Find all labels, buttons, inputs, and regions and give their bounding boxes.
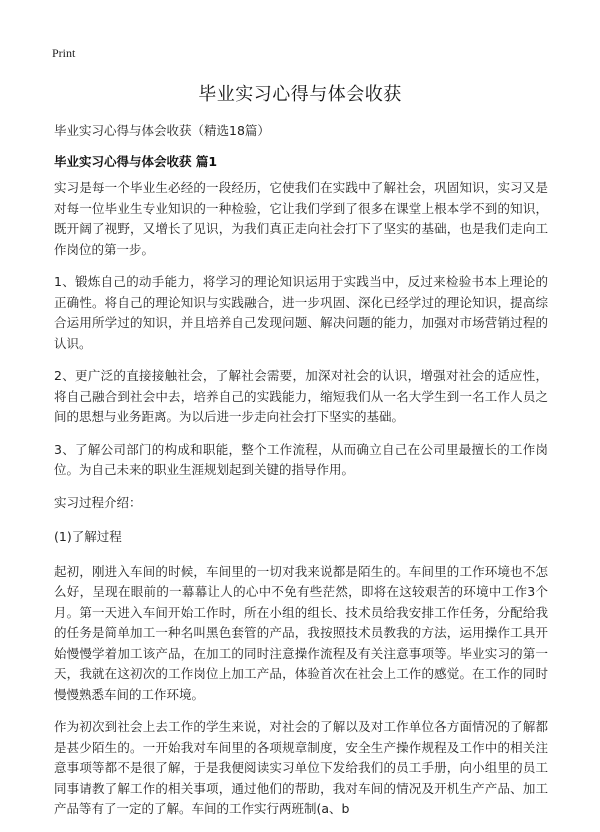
document-subtitle: 毕业实习心得与体会收获（精选18篇）	[54, 123, 270, 138]
paragraph-process-detail-1: 起初，刚进入车间的时候，车间里的一切对我来说都是陌生的。车间里的工作环境也不怎么好，呈现在眼前的一幕幕让人的心中不免有些茫然，即将在这较艰苦的环境中工作3个月。第一天进入车间开始工作时，所在小组的组长、技术员给我安排工作任务，分配给我的任务是简单加工一种名叫黑色套管的产品，我按照技术员教我的方法，运用操作工具开始慢慢学着加工该产品，在加工的同时注意操作流程及有关注意事项等。毕业实习的第一天，我就在这初次的工作岗位上加工产品，体验首次在社会上工作的感觉。在工作的同时慢慢熟悉车间的工作环境。	[54, 563, 548, 702]
paragraph-point-3: 3、了解公司部门的构成和职能，整个工作流程，从而确立自己在公司里最擅长的工作岗位。为自己未来的职业生涯规划起到关键的指导作用。	[54, 441, 548, 477]
section-heading: 毕业实习心得与体会收获 篇1	[54, 154, 218, 169]
paragraph-point-1: 1、锻炼自己的动手能力，将学习的理论知识运用于实践当中，反过来检验书本上理论的正确性。将自己的理论知识与实践融合，进一步巩固、深化已经学过的理论知识，提高综合运用所学过的知识，并且培养自己发现问题、解决问题的能力，加强对市场营销过程的认识。	[54, 274, 548, 351]
paragraph-process-step-1: (1)了解过程	[54, 529, 122, 544]
document-body	[54, 178, 548, 832]
paragraph-process-heading: 实习过程介绍：	[54, 494, 142, 510]
paragraph-process-detail-2: 作为初次到社会上去工作的学生来说，对社会的了解以及对工作单位各方面情况的了解都是甚少陌生的。一开始我对车间里的各项规章制度，安全生产操作规程及工作中的相关注意事项等都不是很了解，于是我便阅读实习单位下发给我们的员工手册，向小组里的员工同事请教了解工作的相关事项，通过他们的帮助，我对车间的情况及开机生产产品、加工产品等有了一定的了解。车间的工作实行两班制(a、b	[54, 719, 548, 816]
paragraph-intro: 实习是每一个毕业生必经的一段经历，它使我们在实践中了解社会，巩固知识，实习又是对每一位毕业生专业知识的一种检验，它让我们学到了很多在课堂上根本学不到的知识，既开阔了视野，又增长了见识，为我们真正走向社会打下了坚实的基础，也是我们走向工作岗位的第一步。	[54, 180, 548, 257]
paragraph-point-2: 2、更广泛的直接接触社会，了解社会需要，加深对社会的认识，增强对社会的适应性，将自己融合到社会中去，培养自己的实践能力，缩短我们从一名大学生到一名工作人员之间的思想与业务距离。为以后进一步走向社会打下坚实的基础。	[54, 368, 548, 424]
page-title: 毕业实习心得与体会收获	[198, 84, 402, 105]
print-link[interactable]: Print	[52, 46, 76, 60]
